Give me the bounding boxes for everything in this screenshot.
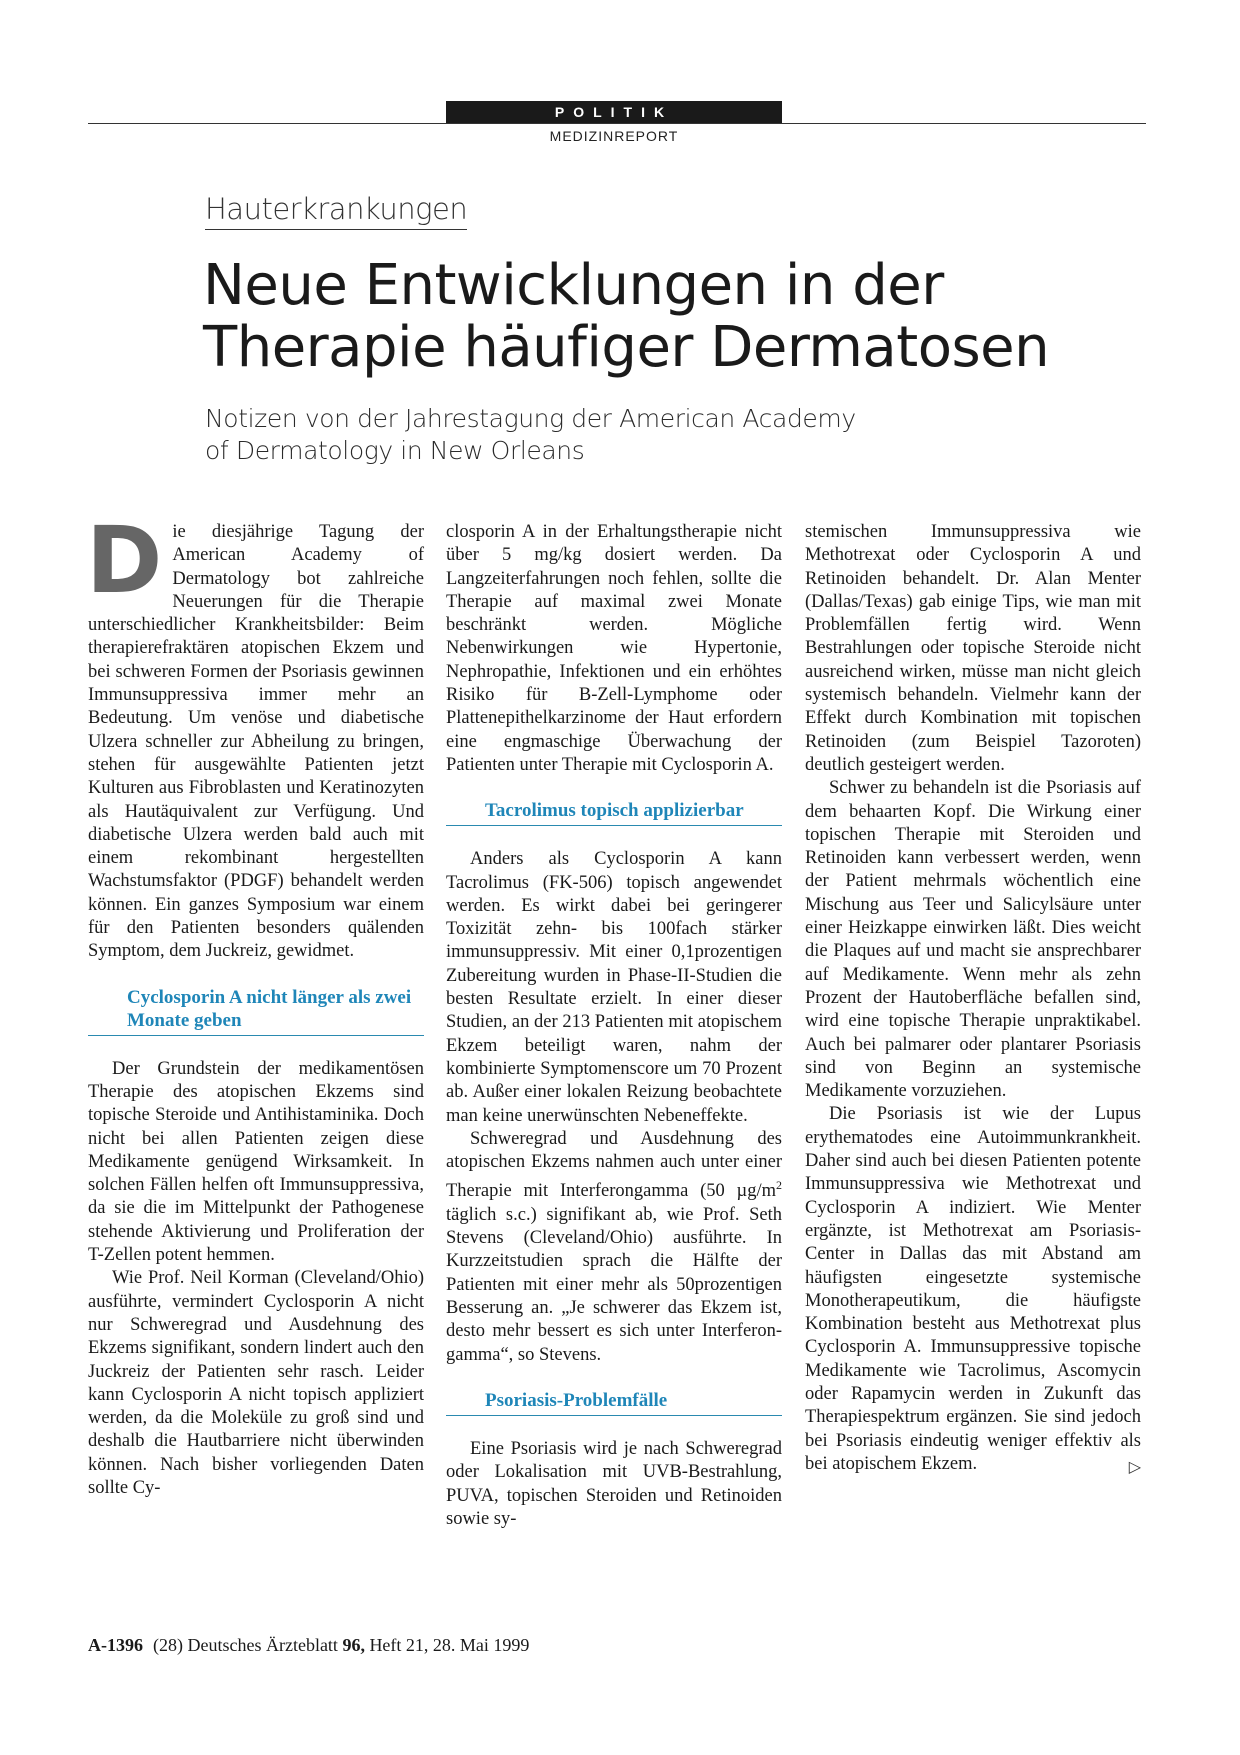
footer-text: Heft 21, 28. Mai 1999	[364, 1635, 530, 1655]
article-kicker: Hauterkrankungen	[205, 192, 467, 230]
body-paragraph: Anders als Cyclosporin A kann Tacrolimus (FK-506) topisch angewendet werden. Es wirkt dabei bei geringerer Toxizität zehn- bis 100fach stärker immunsuppressiv. Mit einer 0,1prozentigen Zubereitung wurden in Phase-II-Studien die besten Resultate erzielt. In einer dieser Studien, an der 213 Patienten mit atopischem Ekzem beteiligt waren, nahm der kombinierte Symptomenscore um 70 Prozent ab. Außer einer lokalen Reizung beobachtete man keine unerwünschten Nebeneffekte.	[446, 849, 782, 1126]
subtitle-line: of Dermatology in New Orleans	[205, 436, 585, 465]
footer-text: (28) Deutsches Ärzteblatt	[153, 1635, 343, 1655]
article-subtitle	[205, 403, 905, 467]
section-heading-cyclosporin	[88, 986, 424, 1036]
header-rule	[88, 123, 1146, 124]
section-heading-text: Tacrolimus topisch applizierbar	[485, 800, 744, 822]
drop-cap: D	[86, 507, 163, 614]
section-heading-text: Psoriasis-Problemfälle	[485, 1389, 668, 1411]
paragraph-text: Die Psoriasis ist wie der Lupus erythematodes eine Autoimmunkrankheit. Daher sind auch bei diesen Patienten potente Immunsuppressiva wie Methotrexat und Cyclosporin A indiziert. Wie Menter ergänzte, ist Methotrexat am Psoriasis-Center in Dallas das mit Abstand am häufigsten eingesetzte systemische Monotherapeutikum, die häufigste Kombination besteht aus Methotrexat plus Cyclosporin A. Immunsuppressive topische Medikamente wie Tacrolimus, Ascomycin oder Rapamycin werden in Zukunft das Therapiespektrum ergänzen. Sie sind jedoch bei Psoriasis eindeutig weniger effektiv als bei atopischem Ekzem.	[805, 1104, 1141, 1474]
text-column-2	[446, 521, 782, 1531]
body-paragraph: stemischen Immunsuppressiva wie Methotrexat oder Cyclosporin A und Retinoiden behandelt. Dr. Alan Menter (Dallas/Texas) gab einige Tips, wie man mit Problemfällen fertig wird. Wenn Bestrahlungen oder topische Steroide nicht ausreichend wirken, müsse man nicht gleich systemisch behandeln. Vielmehr kann der Effekt durch Kombination mit topischen Retinoiden (zum Beispiel Tazoroten) deutlich gesteigert werden.	[805, 522, 1141, 775]
body-paragraph: Schwer zu behandeln ist die Psoriasis auf dem behaarten Kopf. Die Wirkung einer topischen Therapie mit Steroiden und Retinoiden kann verbessert werden, wenn der Patient mehrmals wöchentlich eine Mischung aus Teer und Salicylsäure unter einer Heizkappe einwirken läßt. Dies weicht die Plaques auf und macht sie ansprechbarer auf Medikamente. Wenn mehr als zehn Prozent der Hautoberfläche befallen sind, wird eine topische Therapie unpraktikabel. Auch bei palmarer oder plantarer Psoriasis sind von Beginn an systemische Medikamente vorzuziehen.	[805, 778, 1141, 1102]
body-paragraph: closporin A in der Erhaltungstherapie nicht über 5 mg/kg dosiert werden. Da Langzeiterfahrungen noch fehlen, sollte die Therapie auf maximal zwei Monate beschränkt werden. Mögliche Nebenwirkungen wie Hypertonie, Nephropathie, Infektionen und ein erhöhtes Risiko für B-Zell-Lymphome oder Plattenepithelkarzinome der Haut erfordern eine engmaschige Überwachung der Patienten unter Therapie mit Cyclosporin A.	[446, 522, 782, 775]
subtitle-line: Notizen von der Jahrestagung der American Academy	[205, 404, 856, 433]
footer-volume: 96,	[342, 1635, 365, 1655]
article-title	[203, 255, 1103, 379]
paragraph-text: täglich s.c.) signifikant ab, wie Prof. Seth Stevens (Cleveland/Ohio) ausführte. In Kurzzeitstudien sprach die Hälfte der Patienten mit einer mehr als 50prozentigen Besserung an. „Je schwerer das Ekzem ist, desto mehr bessert es sich unter Interferon-gamma“, so Stevens.	[446, 1204, 782, 1365]
section-heading-text: Cyclosporin A nicht länger als zwei Monate geben	[127, 986, 412, 1031]
body-paragraph	[805, 1103, 1141, 1476]
paragraph-text: ie diesjährige Tagung der American Academy of Dermatology bot zahlreiche Neuerungen für die Therapie unterschiedlicher Krankheitsbilder: Beim therapierefraktären atopischen Ekzem und bei schweren Formen der Psoriasis gewinnen Immunsuppressiva immer mehr an Bedeutung. Um venöse und diabetische Ulzera schneller zur Abheilung zu bringen, stehen für ausgewählte Patienten jetzt Kulturen aus Fibroblasten und Keratinozyten als Hautäquivalent zur Verfügung. Und diabetische Ulzera werden bald auch mit einem rekombinant hergestellten Wachstumsfaktor (PDGF) behandelt werden können. Ein ganzes Symposium war einem für den Patienten besonders quälenden Symptom, dem Juckreiz, gewidmet.	[88, 522, 424, 962]
title-line: Neue Entwicklungen in der	[203, 253, 944, 318]
page-number: A-1396	[88, 1635, 143, 1655]
section-heading-tacrolimus	[446, 799, 782, 826]
superscript: 2	[776, 1178, 782, 1193]
continue-arrow-icon: ▷	[1128, 1456, 1141, 1476]
section-heading-psoriasis	[446, 1389, 782, 1416]
subsection-label: MEDIZINREPORT	[549, 128, 679, 144]
body-paragraph	[86, 507, 424, 964]
section-label: POLITIK	[446, 101, 782, 123]
title-line: Therapie häufiger Dermatosen	[203, 315, 1050, 380]
body-paragraph: Wie Prof. Neil Korman (Cleveland/Ohio) ausführte, vermindert Cyclosporin A nicht nur Schweregrad und Ausdehnung des Ekzems signifikant, sondern lindert auch den Juckreiz der Patienten sehr rasch. Leider kann Cyclosporin A nicht topisch appliziert werden, da die Moleküle zu groß sind und deshalb die Hautbarriere nicht überwinden können. Nach bisher vorliegenden Daten sollte Cy-	[88, 1268, 424, 1498]
body-paragraph: Der Grundstein der medikamentösen Therapie des atopischen Ekzems sind topische Steroide und Antihistaminika. Doch nicht bei allen Patienten zeigen diese Medikamente genügend Wirksamkeit. In solchen Fällen helfen oft Immunsuppressiva, da sie die im Mittelpunkt der Pathogenese stehende Aktivierung und Proliferation der T-Zellen potent hemmen.	[88, 1058, 424, 1266]
body-paragraph	[446, 1128, 782, 1367]
text-column-3	[805, 521, 1141, 1478]
paragraph-text: Schweregrad und Ausdehnung des atopischen Ekzems nahmen auch unter einer Therapie mit Interferongamma (50 µg/m	[446, 1128, 782, 1202]
page-footer	[88, 1635, 529, 1656]
body-paragraph: Eine Psoriasis wird je nach Schweregrad oder Lokalisation mit UVB-Bestrahlung, PUVA, topischen Steroiden und Retinoiden sowie sy-	[446, 1438, 782, 1529]
text-column-1	[86, 507, 424, 1500]
